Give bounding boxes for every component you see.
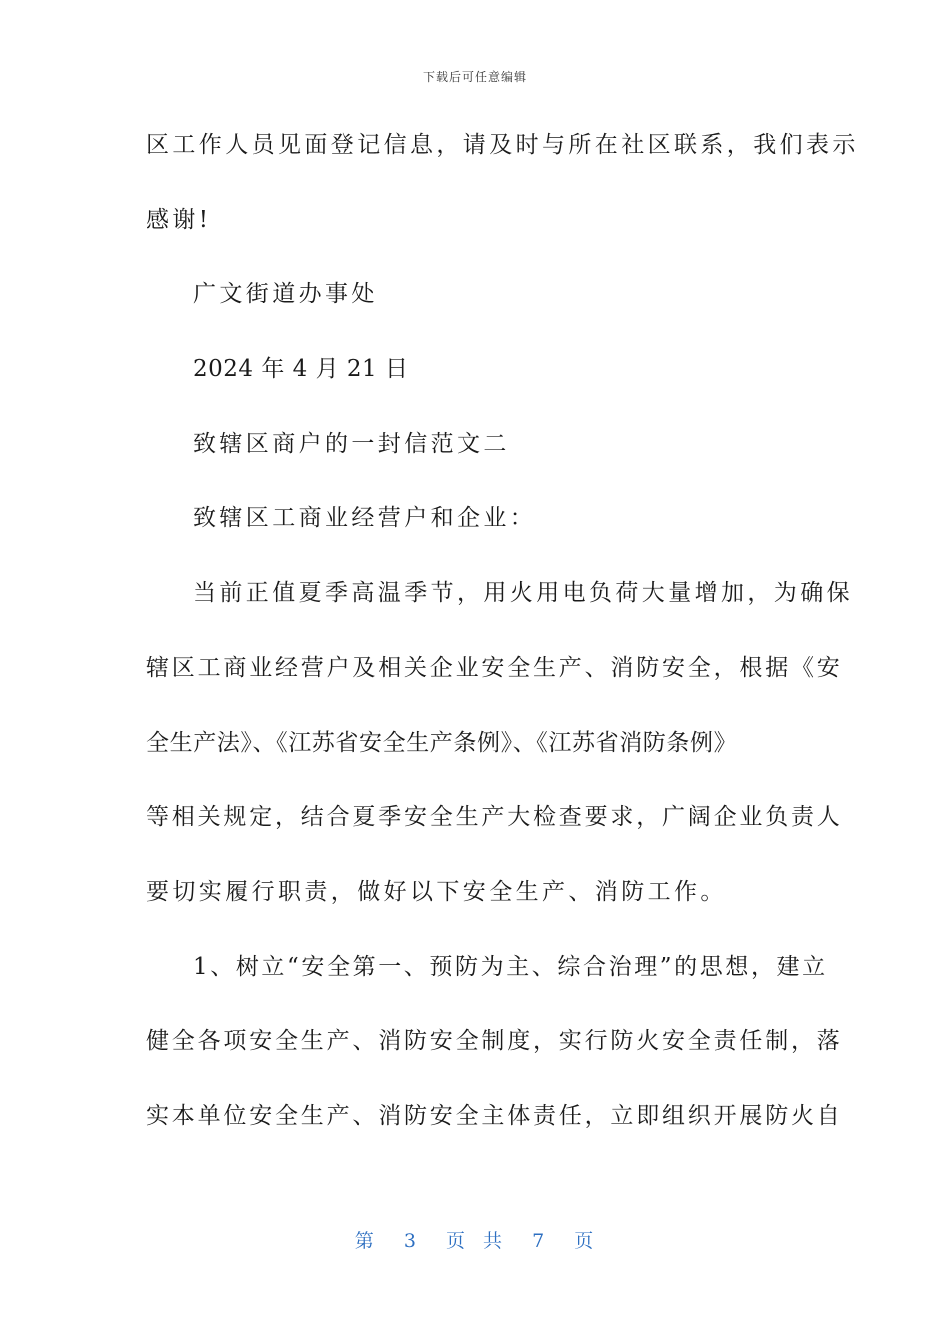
page-suffix: 页 xyxy=(574,1230,596,1252)
document-body xyxy=(146,120,859,1166)
paragraph-line: 当前正值夏季高温季节，用火用电负荷大量增加，为确保 xyxy=(193,580,853,607)
paragraph-line: 感谢! xyxy=(146,206,212,233)
page-mid-text: 页 共 xyxy=(445,1230,505,1252)
total-pages-number: 7 xyxy=(532,1230,547,1252)
paragraph-line: 要切实履行职责，做好以下安全生产、消防工作。 xyxy=(146,878,727,905)
paragraph-line: 健全各项安全生产、消防安全制度，实行防火安全责任制，落 xyxy=(146,1028,843,1055)
signature-organization: 广文街道办事处 xyxy=(193,281,378,308)
salutation: 致辖区工商业经营户和企业： xyxy=(193,505,537,532)
header-note: 下载后可任意编辑 xyxy=(422,70,527,84)
paragraph-line: 1、树立“安全第一、预防为主、综合治理”的思想，建立 xyxy=(193,953,828,980)
page-footer xyxy=(0,1226,950,1253)
current-page-number: 3 xyxy=(403,1230,418,1252)
paragraph-line: 区工作人员见面登记信息，请及时与所在社区联系，我们表示 xyxy=(146,132,859,158)
page-prefix: 第 xyxy=(354,1230,376,1252)
paragraph-line: 辖区工商业经营户及相关企业安全生产、消防安全，根据《安 xyxy=(146,654,843,681)
section-title: 致辖区商户的一封信范文二 xyxy=(193,430,510,457)
paragraph-line: 等相关规定，结合夏季安全生产大检查要求，广阔企业负责人 xyxy=(146,804,843,831)
paragraph-line: 实本单位安全生产、消防安全主体责任，立即组织开展防火自 xyxy=(146,1102,843,1129)
paragraph-line: 全生产法》、《江苏省安全生产条例》、《江苏省消防条例》 xyxy=(146,729,738,756)
signature-date: 2024 年 4 月 21 日 xyxy=(193,356,409,383)
